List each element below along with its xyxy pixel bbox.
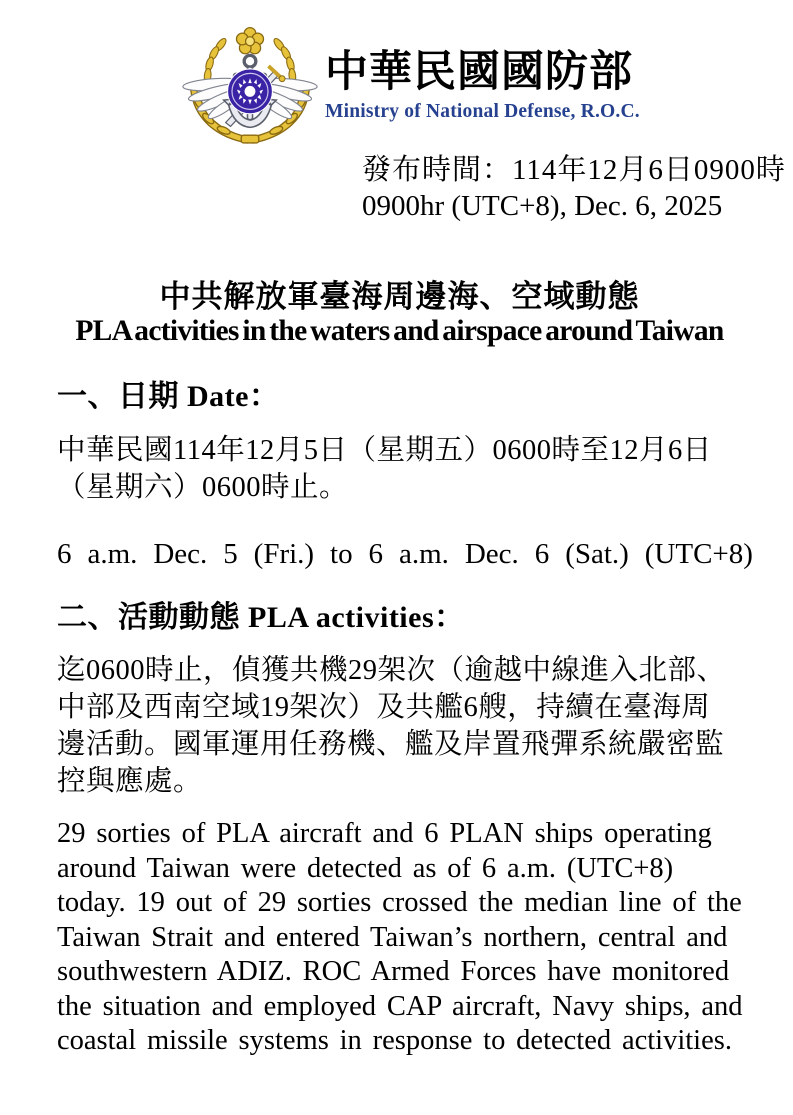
sun-disc <box>228 69 273 114</box>
plum-blossom <box>236 28 263 54</box>
doc-title-en: PLA activities in the waters and airspace around Taiwan <box>75 315 724 347</box>
text-line: today. 19 out of 29 sorties crossed the median line of the <box>57 887 742 918</box>
section-1-body-zh <box>57 432 742 506</box>
section-2-body-en <box>57 817 742 1059</box>
mnd-emblem-logo <box>177 26 323 147</box>
org-name-zh: 中華民國國防部 <box>325 49 633 96</box>
text-line: 中華民國114年12月5日（星期五）0600時至12月6日 <box>57 435 712 466</box>
release-info <box>362 152 792 224</box>
release-time-en: 0900hr (UTC+8), Dec. 6, 2025 <box>362 190 723 222</box>
text-line: around Taiwan were detected as of 6 a.m. (UTC+8) <box>57 852 674 884</box>
text-line: 中部及西南空域19架次）及共艦6艘，持續在臺海周 <box>57 692 711 723</box>
text-line: 29 sorties of PLA aircraft and 6 PLAN ships operating <box>57 818 712 849</box>
mnd-emblem-icon <box>177 26 323 147</box>
doc-title-zh: 中共解放軍臺海周邊海、空域動態 <box>159 279 640 314</box>
text-line: 邊活動。國軍運用任務機、艦及岸置飛彈系統嚴密監 <box>57 729 725 760</box>
text-line: Taiwan Strait and entered Taiwan’s northern, central and <box>57 921 728 953</box>
org-name-block <box>325 48 755 123</box>
org-name-en: Ministry of National Defense, R.O.C. <box>325 101 640 122</box>
section-1-body-en: 6 a.m. Dec. 5 (Fri.) to 6 a.m. Dec. 6 (Sat.) (UTC+8) <box>57 538 753 570</box>
section-2-heading: 二、活動動態 PLA activities： <box>57 601 465 634</box>
text-line: 迄0600時止，偵獲共機29架次（逾越中線進入北部、 <box>57 655 726 686</box>
text-line: 控與應處。 <box>57 766 203 797</box>
text-line: southwestern ADIZ. ROC Armed Forces have monitored <box>57 956 730 987</box>
section-2-body-zh <box>57 652 742 800</box>
section-1-heading: 一、日期 Date： <box>57 380 280 413</box>
text-line: （星期六）0600時止。 <box>57 472 349 503</box>
release-time-zh: 發布時間：114年12月6日0900時 <box>362 154 786 186</box>
document-body <box>57 278 753 1059</box>
text-line: coastal missile systems in response to detected activities. <box>57 1025 732 1056</box>
text-line: the situation and employed CAP aircraft, Navy ships, and <box>57 990 743 1022</box>
